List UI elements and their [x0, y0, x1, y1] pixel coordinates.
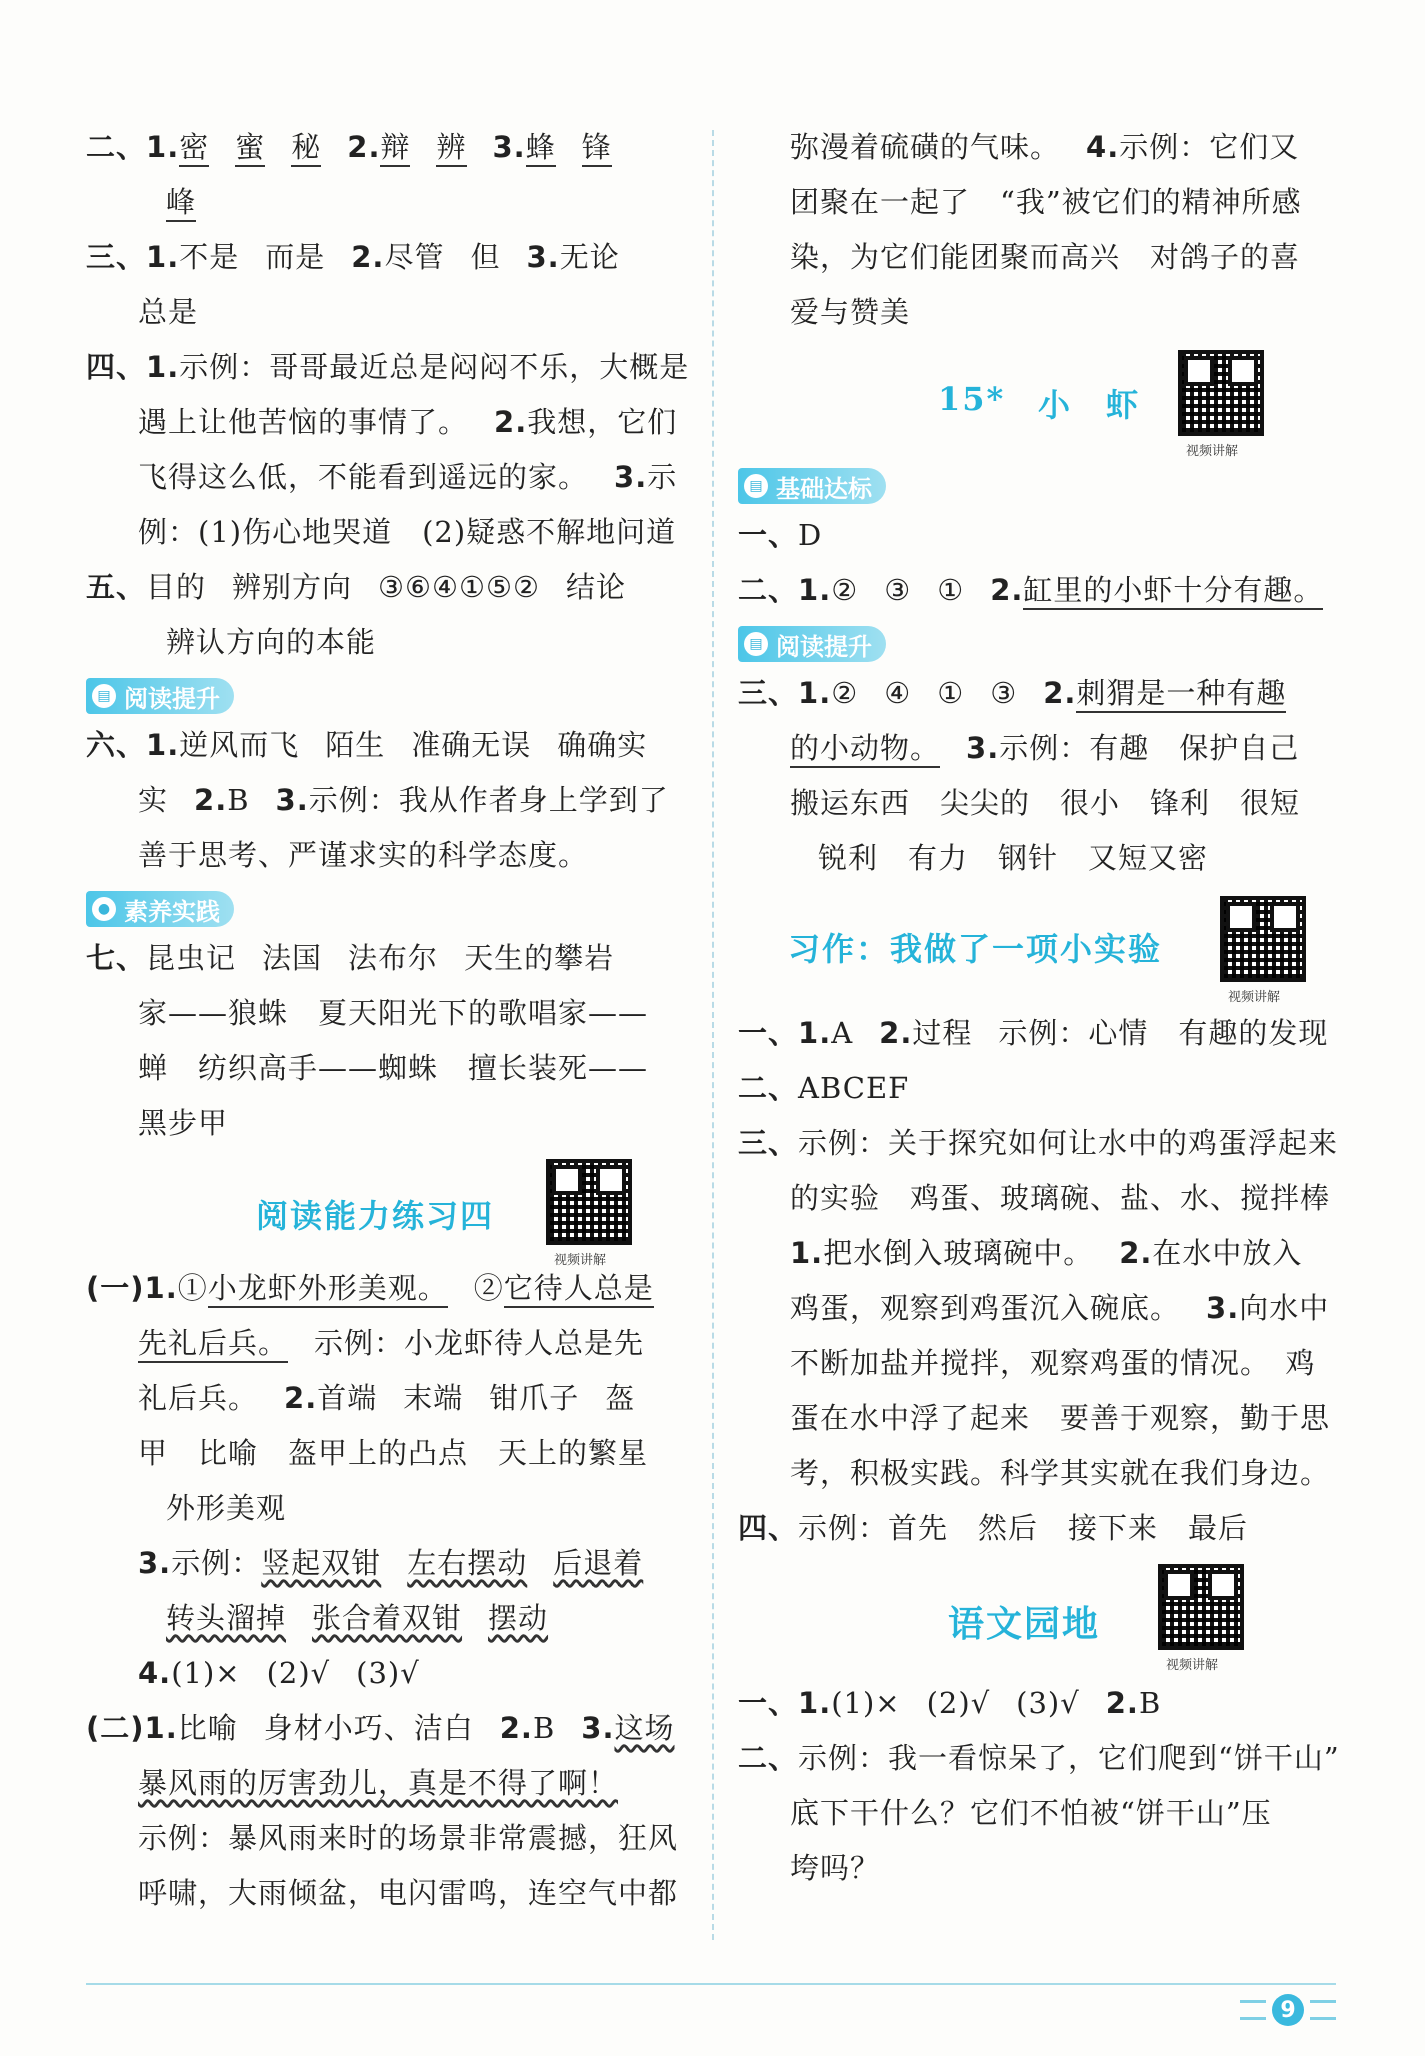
answer-line: 七、昆虫记 法国 法布尔 天生的攀岩 — [86, 941, 615, 975]
section-title-writing: 习作：我做了一项小实验 视频讲解 — [738, 886, 1338, 1006]
answer-line: 峰 — [86, 175, 686, 230]
answer-line: 甲 比喻 盔甲上的凸点 天上的繁星 — [138, 1436, 649, 1470]
answer-line: 二、ABCEF — [738, 1071, 910, 1105]
answer-line: 垮吗？ — [790, 1851, 881, 1885]
document-icon: ▤ — [744, 474, 768, 498]
answer-line: 四、1.示例：哥哥最近总是闷闷不乐，大概是 — [86, 350, 690, 384]
answer-line: 3.示例：竖起双钳 左右摆动 后退着 — [138, 1546, 644, 1580]
answer-line: 呼啸，大雨倾盆，电闪雷鸣，连空气中都 — [138, 1876, 679, 1910]
book-icon: ▤ — [92, 684, 116, 708]
answer-line: 考，积极实践。科学其实就在我们身边。 — [790, 1456, 1331, 1490]
answer-line: (一)1.①小龙虾外形美观。 ②它待人总是 — [86, 1261, 686, 1316]
answer-line: 示例：暴风雨来时的场景非常震撼，狂风 — [138, 1821, 679, 1855]
answer-line: 六、1.逆风而飞 陌生 准确无误 确确实 — [86, 728, 648, 762]
answer-line: 三、1.② ④ ① ③ 2.刺猬是一种有趣 — [738, 666, 1338, 721]
answer-line: 的实验 鸡蛋、玻璃碗、盐、水、搅拌棒 — [790, 1181, 1331, 1215]
answer-line: 遇上让他苦恼的事情了。 2.我想，它们 — [138, 405, 678, 439]
answer-line: 二、示例：我一看惊呆了，它们爬到“饼干山” — [738, 1741, 1340, 1775]
answer-line: 例：(1)伤心地哭道 (2)疑惑不解地问道 — [138, 515, 677, 549]
answer-line: 底下干什么？它们不怕被“饼干山”压 — [790, 1796, 1272, 1830]
answer-line: 先礼后兵。 示例：小龙虾待人总是先 — [86, 1316, 686, 1371]
answer-line: 三、示例：关于探究如何让水中的鸡蛋浮起来 — [738, 1126, 1339, 1160]
answer-line: 团聚在一起了 “我”被它们的精神所感 — [790, 185, 1302, 219]
decor-bar — [1310, 2000, 1336, 2020]
section-title-chinese-garden: 语文园地 视频讲解 — [738, 1556, 1338, 1676]
decor-bar — [1240, 2000, 1266, 2020]
answer-line: 总是 — [138, 295, 199, 329]
answer-line: 搬运东西 尖尖的 很小 锋利 很短 — [790, 786, 1301, 820]
section-title-lesson-15: 15* 小 虾 视频讲解 — [738, 340, 1338, 460]
answer-line: 飞得这么低，不能看到遥远的家。 3.示 — [138, 460, 678, 494]
answer-line: 锐利 有力 钢针 又短又密 — [818, 841, 1209, 875]
book-icon: ▤ — [744, 632, 768, 656]
answer-line: 爱与赞美 — [790, 295, 911, 329]
qr-code-icon[interactable] — [1178, 350, 1264, 436]
answer-line: 善于思考、严谨求实的科学态度。 — [138, 838, 589, 872]
answer-line: 五、目的 辨别方向 ③⑥④①⑤② 结论 — [86, 570, 627, 604]
qr-code-icon[interactable] — [546, 1159, 632, 1245]
section-badge-reading: ▤ 阅读提升 — [738, 626, 886, 662]
answer-line: 黑步甲 — [138, 1106, 229, 1140]
answer-line: 家——狼蛛 夏天阳光下的歌唱家—— — [138, 996, 649, 1030]
answer-line: 礼后兵。 2.首端 末端 钳爪子 盔 — [138, 1381, 636, 1415]
section-badge-practice: ● 素养实践 — [86, 891, 234, 927]
section-badge-reading: ▤ 阅读提升 — [86, 678, 234, 714]
section-title-reading-practice-4: 阅读能力练习四 视频讲解 — [86, 1151, 686, 1261]
answer-line: 辨认方向的本能 — [166, 625, 377, 659]
column-divider — [712, 130, 714, 1940]
section-badge-basics: ▤ 基础达标 — [738, 468, 886, 504]
qr-code-icon[interactable] — [1158, 1564, 1244, 1650]
answer-line: 暴风雨的厉害劲儿，真是不得了啊！ — [138, 1766, 619, 1800]
answer-line: 转头溜掉 张合着双钳 摆动 — [166, 1601, 549, 1635]
qr-code-icon[interactable] — [1220, 896, 1306, 982]
answer-line: 不断加盐并搅拌，观察鸡蛋的情况。 鸡 — [790, 1346, 1316, 1380]
answer-line: (二)1.比喻 身材小巧、洁白 2.B 3.这场 — [86, 1711, 675, 1745]
answer-line: 实 2.B 3.示例：我从作者身上学到了 — [138, 783, 669, 817]
answer-line: 四、示例：首先 然后 接下来 最后 — [738, 1511, 1249, 1545]
answer-line: 蛋在水中浮了起来 要善于观察，勤于思 — [790, 1401, 1331, 1435]
footer-rule — [86, 1983, 1336, 1985]
answer-line: 一、1.A 2.过程 示例：心情 有趣的发现 — [738, 1016, 1329, 1050]
answer-line: 蝉 纺织高手——蜘蛛 擅长装死—— — [138, 1051, 649, 1085]
answer-line: 1.把水倒入玻璃碗中。 2.在水中放入 — [790, 1236, 1303, 1270]
answer-line: 染，为它们能团聚而高兴 对鸽子的喜 — [790, 240, 1301, 274]
answer-line: 二、1.② ③ ① 2.缸里的小虾十分有趣。 — [738, 563, 1338, 618]
answer-line: 二、1.密 蜜 秘 2.辩 辨 3.蜂 锋 — [86, 120, 686, 175]
right-column — [738, 120, 1338, 1896]
answer-line: 三、1.不是 而是 2.尽管 但 3.无论 — [86, 240, 620, 274]
lightbulb-icon: ● — [92, 897, 116, 921]
left-column — [86, 120, 690, 1921]
answer-line: 的小动物。 3.示例：有趣 保护自己 — [738, 721, 1338, 776]
answer-line: 弥漫着硫磺的气味。 4.示例：它们又 — [790, 130, 1300, 164]
answer-line: 外形美观 — [166, 1491, 287, 1525]
page-number: 9 — [1240, 1994, 1336, 2026]
answer-line: 一、1.(1)× (2)√ (3)√ 2.B — [738, 1686, 1162, 1720]
answer-line: 鸡蛋，观察到鸡蛋沉入碗底。 3.向水中 — [790, 1291, 1330, 1325]
answer-line: 一、D — [738, 518, 823, 552]
answer-line: 4.(1)× (2)√ (3)√ — [138, 1656, 420, 1690]
